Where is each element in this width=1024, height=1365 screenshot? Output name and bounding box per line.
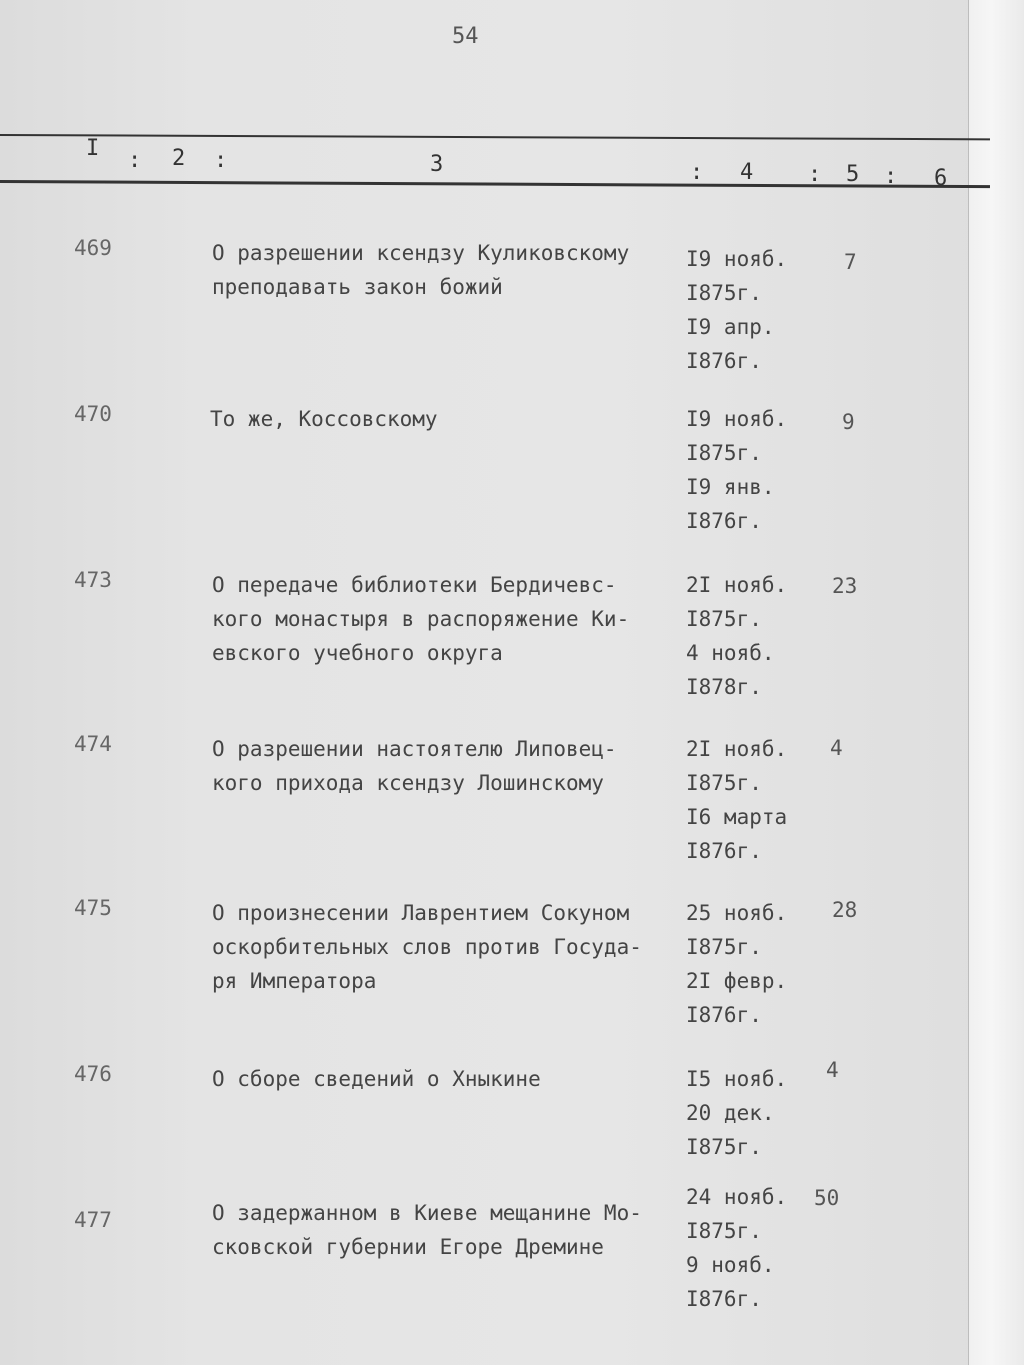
sheet-count: 7 <box>844 250 857 274</box>
sheet-count: 23 <box>832 574 858 598</box>
sheet-count: 50 <box>814 1186 840 1210</box>
column-separator: : <box>884 164 898 189</box>
column-header-6: 6 <box>934 166 948 191</box>
column-header-2: 2 <box>172 146 186 171</box>
column-separator: : <box>808 162 822 187</box>
case-dates: I5 нояб. 20 дек. I875г. <box>686 1067 788 1159</box>
column-separator: : <box>128 148 142 173</box>
sheet-count: 4 <box>830 736 843 760</box>
page-number: 54 <box>452 24 479 49</box>
column-header-4: 4 <box>740 160 754 185</box>
column-header-5: 5 <box>846 162 860 187</box>
case-dates: I9 нояб. I875г. I9 янв. I876г. <box>686 407 788 533</box>
case-number: 470 <box>74 402 112 426</box>
column-header-3: 3 <box>430 152 444 177</box>
case-number: 474 <box>74 732 112 756</box>
column-header-1: I <box>86 136 100 161</box>
case-dates: I9 нояб. I875г. I9 апр. I876г. <box>686 247 788 373</box>
sheet-count: 9 <box>842 410 855 434</box>
case-dates: 24 нояб. I875г. 9 нояб. I876г. <box>686 1185 788 1311</box>
case-title: О произнесении Лаврентием Сокуном оскорбительных слов против Госуда- ря Императора <box>212 901 642 993</box>
case-dates: 2I нояб. I875г. 4 нояб. I878г. <box>686 573 788 699</box>
case-number: 476 <box>74 1062 112 1086</box>
case-number: 475 <box>74 896 112 920</box>
case-dates: 2I нояб. I875г. I6 марта I876г. <box>686 737 788 863</box>
sheet-count: 4 <box>826 1058 839 1082</box>
column-separator: : <box>690 160 704 185</box>
case-title: О сборе сведений о Хныкине <box>212 1067 541 1091</box>
case-title: О задержанном в Киеве мещанине Мо- сковской губернии Егоре Дремине <box>212 1201 642 1259</box>
case-dates: 25 нояб. I875г. 2I февр. I876г. <box>686 901 788 1027</box>
case-number: 477 <box>74 1208 112 1232</box>
case-title: О разрешении настоятелю Липовец- кого прихода ксендзу Лошинскому <box>212 737 617 795</box>
case-title: То же, Коссовскому <box>210 407 438 431</box>
case-number: 469 <box>74 236 112 260</box>
column-separator: : <box>214 148 228 173</box>
case-title: О разрешении ксендзу Куликовскому преподавать закон божий <box>212 241 630 299</box>
sheet-count: 28 <box>832 898 858 922</box>
case-title: О передаче библиотеки Бердичевс- кого монастыря в распоряжение Ки- евского учебного округа <box>212 573 630 665</box>
case-number: 473 <box>74 568 112 592</box>
